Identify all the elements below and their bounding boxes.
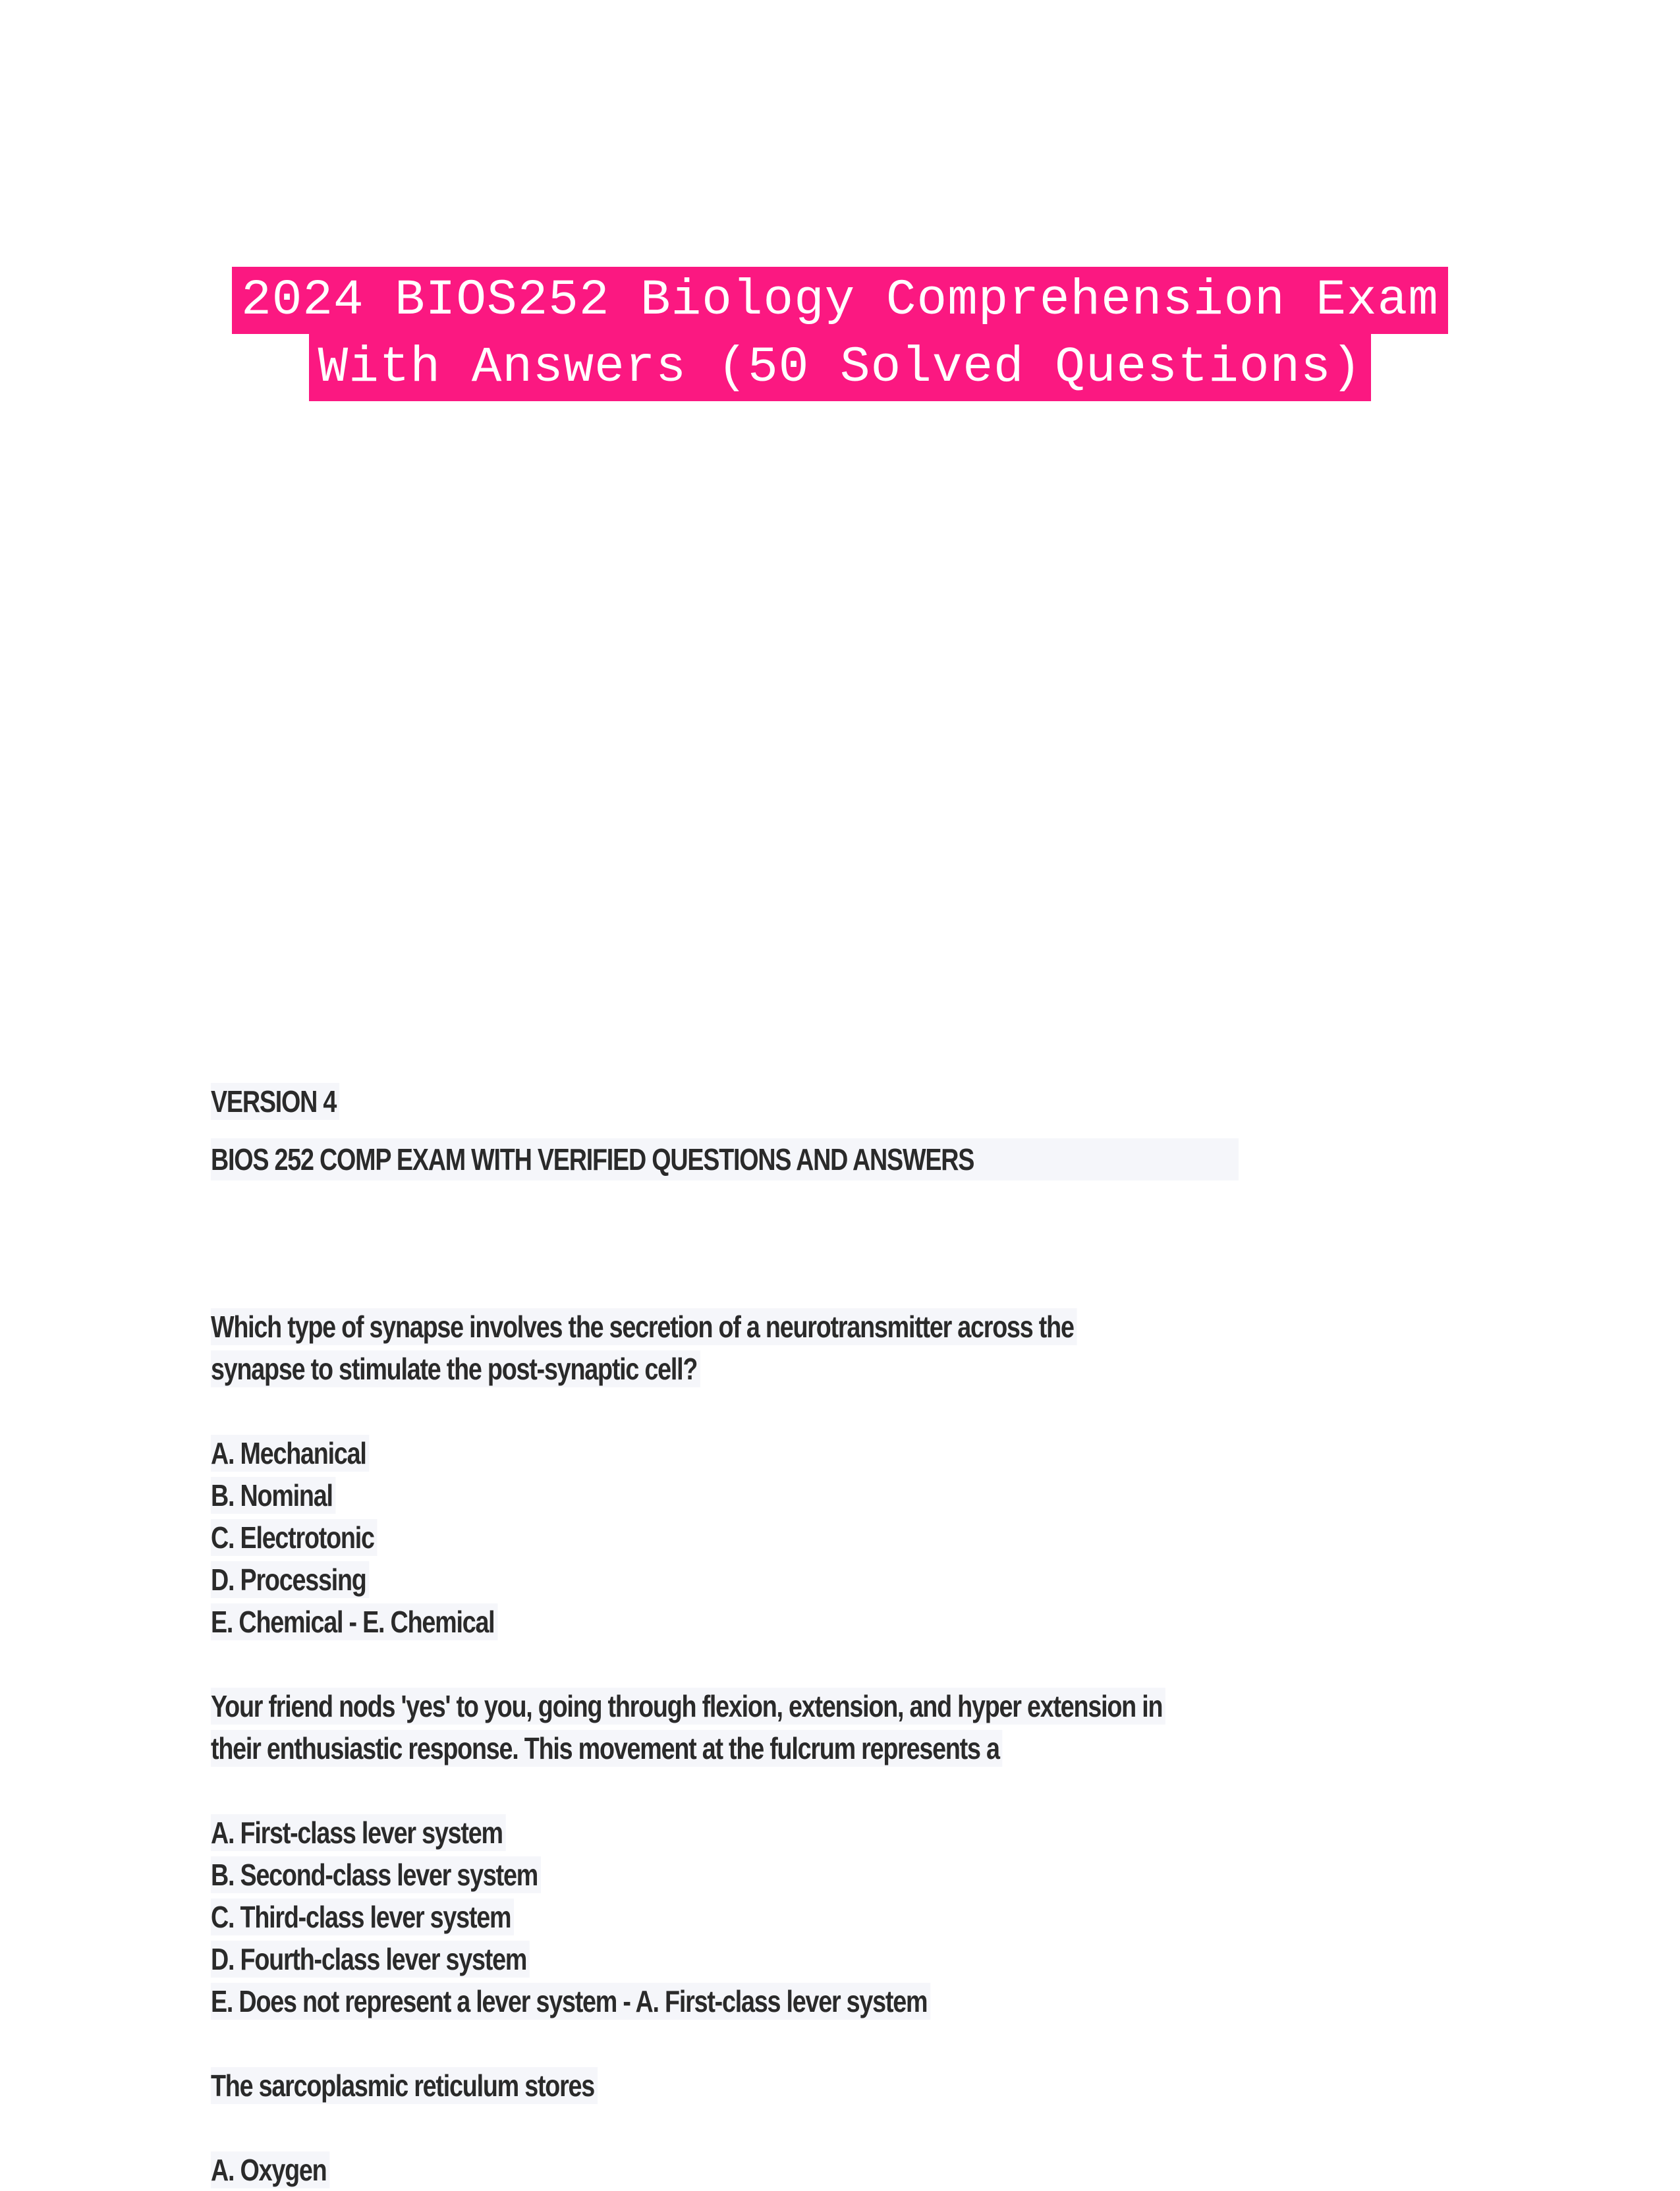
question-stem-line: Which type of synapse involves the secretion of a neurotransmitter across the [211, 1306, 1086, 1348]
question-1 [211, 1306, 1278, 1643]
exam-heading: BIOS 252 COMP EXAM WITH VERIFIED QUESTIONS AND ANSWERS [211, 1142, 974, 1177]
question-stem-line: The sarcoplasmic reticulum stores [211, 2065, 1086, 2107]
question-2 [211, 1685, 1278, 2022]
answer-option: C. Electrotonic [211, 1516, 1086, 1559]
exam-heading-wrap [211, 1138, 1278, 1180]
answer-option: A. Mechanical [211, 1432, 1086, 1474]
document-title [0, 267, 1680, 401]
exam-version: VERSION 4 [211, 1080, 1086, 1123]
answer-option: E. Does not represent a lever system - A. First-class lever system [211, 1980, 1086, 2022]
question-stem-line: their enthusiastic response. This movement at the fulcrum represents a [211, 1727, 1086, 1769]
answer-option: C. Third-class lever system [211, 1896, 1086, 1938]
answer-option: D. Fourth-class lever system [211, 1938, 1086, 1980]
question-3 [211, 2065, 1278, 2191]
exam-content [211, 1080, 1278, 2191]
title-line-2: With Answers (50 Solved Questions) [309, 334, 1372, 401]
answer-option: E. Chemical - E. Chemical [211, 1601, 1086, 1643]
answer-option: A. First-class lever system [211, 1812, 1086, 1854]
question-stem-line: Your friend nods 'yes' to you, going through flexion, extension, and hyper extension in [211, 1685, 1086, 1727]
question-stem-line: synapse to stimulate the post-synaptic cell? [211, 1348, 1086, 1390]
answer-option: B. Nominal [211, 1474, 1086, 1516]
title-line-1: 2024 BIOS252 Biology Comprehension Exam [232, 267, 1448, 334]
answer-option: A. Oxygen [211, 2149, 1086, 2191]
answer-option: B. Second-class lever system [211, 1854, 1086, 1896]
answer-option: D. Processing [211, 1559, 1086, 1601]
